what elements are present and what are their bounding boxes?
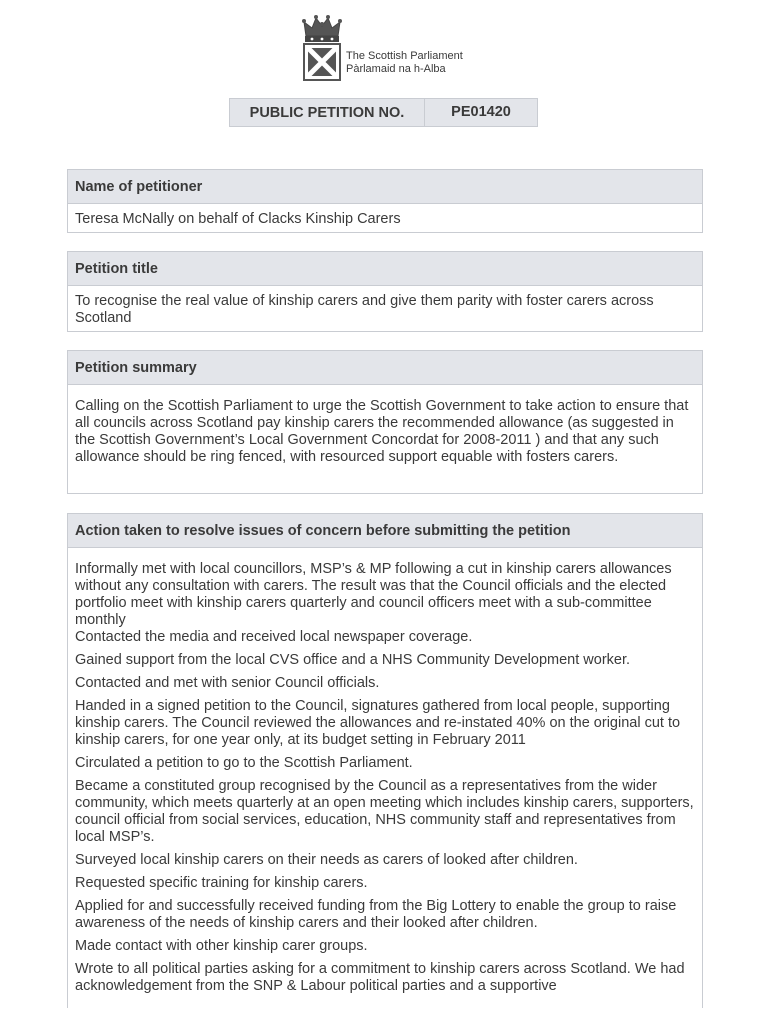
petitioner-section bbox=[67, 169, 703, 233]
action-paragraph: Handed in a signed petition to the Council, signatures gathered from local people, supporting kinship carers. The Council reviewed the allowances and re-instated 40% on the original cut to kinship carers, for one year only, at its budget setting in February 2011 bbox=[75, 698, 681, 748]
summary-heading: Petition summary bbox=[68, 351, 702, 385]
action-list bbox=[68, 548, 702, 995]
action-paragraph: Contacted and met with senior Council officials. bbox=[75, 675, 380, 691]
action-paragraph: Became a constituted group recognised by the Council as a representatives from the wider community, which meets quarterly at an open meeting which includes kinship carers, supporters, council official from social services, education, NHS community staff and representatives from local MSP’s. bbox=[75, 778, 694, 845]
title-text: To recognise the real value of kinship carers and give them parity with foster carers across Scotland bbox=[75, 293, 654, 326]
summary-section bbox=[67, 350, 703, 494]
logo-text bbox=[346, 50, 463, 76]
action-paragraph: Surveyed local kinship carers on their needs as carers of looked after children. bbox=[75, 852, 578, 868]
summary-text: Calling on the Scottish Parliament to urge the Scottish Government to take action to ensure that all councils across Scotland pay kinship carers the recommended allowance (as suggested in the Scottish Government’s Local Government Concordat for 2008-2011 ) and that any such allowance should be ring fenced, with resourced support equable with fosters carers. bbox=[75, 398, 689, 465]
petition-number-value: PE01420 bbox=[425, 98, 538, 127]
action-paragraph: Circulated a petition to go to the Scottish Parliament. bbox=[75, 755, 413, 771]
petition-number-label: PUBLIC PETITION NO. bbox=[229, 98, 425, 127]
title-section bbox=[67, 251, 703, 332]
scottish-parliament-logo bbox=[300, 14, 500, 86]
action-heading: Action taken to resolve issues of concern before submitting the petition bbox=[68, 514, 702, 548]
action-paragraph: Requested specific training for kinship carers. bbox=[75, 875, 368, 891]
petition-number-bar bbox=[229, 98, 538, 127]
action-section bbox=[67, 513, 703, 1008]
action-paragraph: Applied for and successfully received funding from the Big Lottery to enable the group to raise awareness of the needs of kinship carers and their looked after children. bbox=[75, 898, 677, 931]
action-paragraph: Contacted the media and received local newspaper coverage. bbox=[75, 629, 473, 645]
action-paragraph: Made contact with other kinship carer groups. bbox=[75, 938, 368, 954]
petitioner-heading: Name of petitioner bbox=[68, 170, 702, 204]
logo-line-2: Pàrlamaid na h-Alba bbox=[346, 63, 446, 75]
title-heading: Petition title bbox=[68, 252, 702, 286]
logo-line-1: The Scottish Parliament bbox=[346, 50, 463, 62]
action-paragraph: Wrote to all political parties asking for a commitment to kinship carers across Scotland. We had acknowledgement from the SNP & Labour political parties and a supportive bbox=[75, 961, 685, 994]
crown-crest-icon bbox=[300, 14, 344, 84]
action-paragraph: Informally met with local councillors, MSP’s & MP following a cut in kinship carers allowances without any consultation with carers. The result was that the Council officials and the elected portfolio meet with kinship carers quarterly and council officers meet with a sub-committee monthly bbox=[75, 561, 672, 628]
petitioner-text: Teresa McNally on behalf of Clacks Kinship Carers bbox=[75, 211, 401, 227]
action-paragraph: Gained support from the local CVS office and a NHS Community Development worker. bbox=[75, 652, 631, 668]
